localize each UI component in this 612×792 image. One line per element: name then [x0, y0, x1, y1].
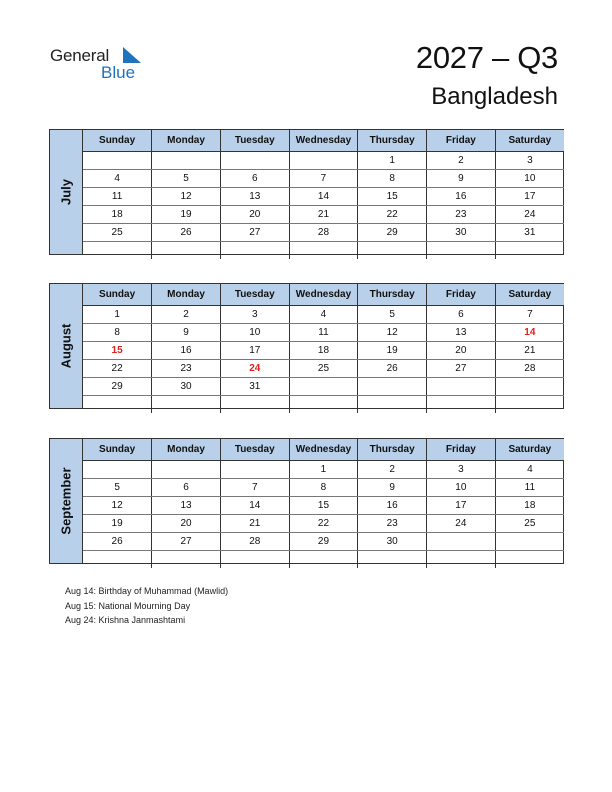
day-cell: 5: [358, 306, 427, 324]
month-calendar-september: [49, 438, 564, 564]
day-cell: 30: [152, 378, 221, 396]
weekday-header: Friday: [427, 284, 496, 306]
weekday-header: Saturday: [495, 439, 564, 461]
day-cell: [152, 242, 221, 260]
month-label-cell: [50, 439, 83, 563]
weekday-header: Tuesday: [220, 130, 289, 152]
month-name: July: [58, 178, 74, 206]
day-cell: [358, 551, 427, 569]
day-cell: 16: [152, 342, 221, 360]
week-row: [83, 242, 564, 260]
week-row: [83, 206, 564, 224]
holiday-note: Aug 24: Krishna Janmashtami: [65, 615, 186, 625]
day-cell: 19: [83, 515, 152, 533]
day-cell: 20: [427, 342, 496, 360]
day-cell: 1: [358, 152, 427, 170]
week-row: [83, 306, 564, 324]
day-cell: 11: [289, 324, 358, 342]
day-cell: [220, 461, 289, 479]
day-cell: 23: [358, 515, 427, 533]
day-cell: 28: [495, 360, 564, 378]
week-row: [83, 396, 564, 414]
day-cell: 4: [495, 461, 564, 479]
day-cell: 22: [358, 206, 427, 224]
day-cell: [220, 242, 289, 260]
day-cell: 20: [152, 515, 221, 533]
weekday-header: Tuesday: [220, 439, 289, 461]
day-cell: 21: [495, 342, 564, 360]
day-cell: 26: [358, 360, 427, 378]
day-cell: 16: [358, 497, 427, 515]
weekday-header: Monday: [152, 439, 221, 461]
weekday-header: Saturday: [495, 130, 564, 152]
weekday-header: Monday: [152, 130, 221, 152]
day-cell: 17: [220, 342, 289, 360]
day-cell: 29: [358, 224, 427, 242]
weekday-header-row: [83, 439, 564, 461]
month-calendar-august: [49, 283, 564, 409]
month-label-cell: [50, 130, 83, 254]
day-cell: [220, 551, 289, 569]
week-row: [83, 533, 564, 551]
day-cell: 29: [83, 378, 152, 396]
week-row: [83, 324, 564, 342]
weekday-header-row: [83, 284, 564, 306]
day-cell: 17: [495, 188, 564, 206]
day-cell: 7: [289, 170, 358, 188]
day-cell: [427, 551, 496, 569]
day-cell: 15: [289, 497, 358, 515]
day-cell: [220, 152, 289, 170]
day-cell: 15: [358, 188, 427, 206]
day-cell: 27: [427, 360, 496, 378]
day-cell: [358, 242, 427, 260]
day-cell: 1: [83, 306, 152, 324]
day-cell: 15: [83, 342, 152, 360]
day-cell: [83, 396, 152, 414]
month-name: August: [58, 323, 74, 369]
day-cell: 5: [152, 170, 221, 188]
day-cell: 17: [427, 497, 496, 515]
day-cell: 16: [427, 188, 496, 206]
logo: [50, 44, 160, 84]
day-cell: [83, 242, 152, 260]
day-cell: 12: [358, 324, 427, 342]
day-cell: 5: [83, 479, 152, 497]
month-grid: [83, 284, 564, 413]
week-row: [83, 378, 564, 396]
day-cell: 6: [427, 306, 496, 324]
day-cell: 9: [427, 170, 496, 188]
month-grid: [83, 130, 564, 259]
week-row: [83, 479, 564, 497]
day-cell: 25: [83, 224, 152, 242]
day-cell: [495, 551, 564, 569]
weekday-header: Thursday: [358, 130, 427, 152]
week-row: [83, 188, 564, 206]
day-cell: 9: [152, 324, 221, 342]
day-cell: 27: [152, 533, 221, 551]
day-cell: 3: [220, 306, 289, 324]
day-cell: 29: [289, 533, 358, 551]
week-row: [83, 342, 564, 360]
day-cell: [152, 396, 221, 414]
day-cell: 8: [358, 170, 427, 188]
holiday-note: Aug 14: Birthday of Muhammad (Mawlid): [65, 586, 229, 596]
day-cell: [289, 551, 358, 569]
day-cell: 19: [152, 206, 221, 224]
day-cell: [220, 396, 289, 414]
day-cell: 11: [495, 479, 564, 497]
weekday-header: Sunday: [83, 284, 152, 306]
week-row: [83, 170, 564, 188]
day-cell: 2: [427, 152, 496, 170]
day-cell: [495, 396, 564, 414]
day-cell: 6: [220, 170, 289, 188]
day-cell: 6: [152, 479, 221, 497]
day-cell: 22: [289, 515, 358, 533]
day-cell: 25: [289, 360, 358, 378]
day-cell: 8: [289, 479, 358, 497]
logo-text-blue: Blue: [101, 63, 136, 82]
week-row: [83, 497, 564, 515]
day-cell: 26: [152, 224, 221, 242]
day-cell: 26: [83, 533, 152, 551]
day-cell: 18: [495, 497, 564, 515]
day-cell: 4: [289, 306, 358, 324]
day-cell: [427, 378, 496, 396]
day-cell: [289, 242, 358, 260]
week-row: [83, 551, 564, 569]
day-cell: 30: [427, 224, 496, 242]
day-cell: [289, 378, 358, 396]
day-cell: 11: [83, 188, 152, 206]
day-cell: 2: [152, 306, 221, 324]
day-cell: [83, 152, 152, 170]
day-cell: 8: [83, 324, 152, 342]
day-cell: [83, 551, 152, 569]
day-cell: 18: [289, 342, 358, 360]
page-title: 2027 – Q3: [415, 40, 558, 75]
day-cell: 7: [495, 306, 564, 324]
day-cell: [152, 152, 221, 170]
day-cell: 3: [495, 152, 564, 170]
week-row: [83, 152, 564, 170]
week-row: [83, 360, 564, 378]
day-cell: 28: [220, 533, 289, 551]
weekday-header: Sunday: [83, 439, 152, 461]
day-cell: [289, 396, 358, 414]
day-cell: 10: [495, 170, 564, 188]
day-cell: 7: [220, 479, 289, 497]
week-row: [83, 461, 564, 479]
weekday-header: Tuesday: [220, 284, 289, 306]
day-cell: 20: [220, 206, 289, 224]
day-cell: [427, 242, 496, 260]
day-cell: 2: [358, 461, 427, 479]
day-cell: [358, 378, 427, 396]
country-name: Bangladesh: [431, 83, 558, 110]
day-cell: [152, 551, 221, 569]
day-cell: 23: [427, 206, 496, 224]
logo-text-general: General: [50, 46, 110, 65]
day-cell: 23: [152, 360, 221, 378]
day-cell: 21: [289, 206, 358, 224]
day-cell: [495, 533, 564, 551]
day-cell: 9: [358, 479, 427, 497]
week-row: [83, 515, 564, 533]
day-cell: [358, 396, 427, 414]
day-cell: 14: [495, 324, 564, 342]
weekday-header: Saturday: [495, 284, 564, 306]
weekday-header: Thursday: [358, 439, 427, 461]
day-cell: 24: [220, 360, 289, 378]
day-cell: 27: [220, 224, 289, 242]
day-cell: 10: [427, 479, 496, 497]
day-cell: 13: [220, 188, 289, 206]
day-cell: 31: [220, 378, 289, 396]
day-cell: [427, 533, 496, 551]
day-cell: 24: [427, 515, 496, 533]
weekday-header: Wednesday: [289, 439, 358, 461]
day-cell: 22: [83, 360, 152, 378]
weekday-header-row: [83, 130, 564, 152]
weekday-header: Wednesday: [289, 284, 358, 306]
day-cell: [83, 461, 152, 479]
holiday-notes: [65, 584, 228, 628]
day-cell: 10: [220, 324, 289, 342]
day-cell: 21: [220, 515, 289, 533]
day-cell: 14: [220, 497, 289, 515]
holiday-note: Aug 15: National Mourning Day: [65, 600, 191, 611]
day-cell: 25: [495, 515, 564, 533]
month-calendar-july: [49, 129, 564, 255]
day-cell: [495, 242, 564, 260]
weekday-header: Friday: [427, 130, 496, 152]
day-cell: 30: [358, 533, 427, 551]
day-cell: 14: [289, 188, 358, 206]
day-cell: 12: [152, 188, 221, 206]
weekday-header: Friday: [427, 439, 496, 461]
month-grid: [83, 439, 564, 568]
weekday-header: Wednesday: [289, 130, 358, 152]
day-cell: [495, 378, 564, 396]
day-cell: 3: [427, 461, 496, 479]
day-cell: 4: [83, 170, 152, 188]
day-cell: 1: [289, 461, 358, 479]
day-cell: 31: [495, 224, 564, 242]
day-cell: 18: [83, 206, 152, 224]
day-cell: [152, 461, 221, 479]
month-name: September: [58, 467, 74, 535]
month-label-cell: [50, 284, 83, 408]
day-cell: 28: [289, 224, 358, 242]
weekday-header: Thursday: [358, 284, 427, 306]
day-cell: 12: [83, 497, 152, 515]
day-cell: [427, 396, 496, 414]
day-cell: 19: [358, 342, 427, 360]
weekday-header: Sunday: [83, 130, 152, 152]
week-row: [83, 224, 564, 242]
weekday-header: Monday: [152, 284, 221, 306]
day-cell: 13: [427, 324, 496, 342]
day-cell: [289, 152, 358, 170]
logo-triangle-icon: [123, 47, 141, 63]
day-cell: 13: [152, 497, 221, 515]
day-cell: 24: [495, 206, 564, 224]
